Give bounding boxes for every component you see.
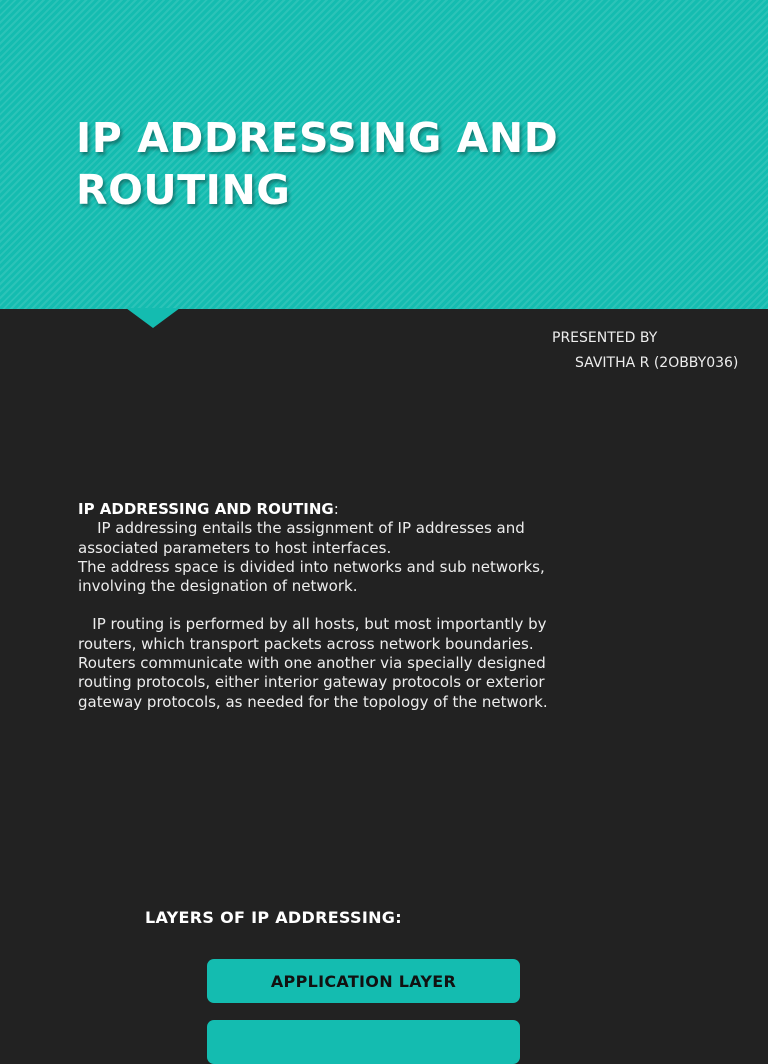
paragraph-2-line-4: routing protocols, either interior gateway protocols or exterior (78, 673, 545, 692)
paragraph-1-line-1: IP addressing entails the assignment of IP addresses and (78, 519, 525, 538)
layers-title: LAYERS OF IP ADDRESSING: (145, 908, 402, 927)
presenter-block (520, 326, 750, 376)
presenter-name: SAVITHA R (2OBBY036) (575, 355, 739, 371)
paragraph-1-line-2: associated parameters to host interfaces. (78, 538, 392, 557)
slide-title (76, 112, 676, 216)
paragraph-gap (78, 596, 598, 615)
paragraph-2-line-2: routers, which transport packets across network boundaries. (78, 634, 534, 653)
application-layer-box: APPLICATION LAYER (207, 959, 520, 1003)
content-body (78, 500, 598, 712)
content-heading-line (78, 500, 598, 519)
next-layer-box (207, 1020, 520, 1064)
presented-by-label: PRESENTED BY (552, 330, 658, 346)
paragraph-1-line-4: involving the designation of network. (78, 577, 358, 596)
content-heading: IP ADDRESSING AND ROUTING (78, 500, 334, 518)
slide-title-line-1: IP ADDRESSING AND (76, 114, 559, 162)
paragraph-1-line-3: The address space is divided into networks and sub networks, (78, 557, 545, 576)
banner-notch (126, 308, 180, 328)
paragraph-2-line-5: gateway protocols, as needed for the topology of the network. (78, 692, 548, 711)
paragraph-2-line-1: IP routing is performed by all hosts, but most importantly by (78, 615, 547, 634)
paragraph-2-line-3: Routers communicate with one another via specially designed (78, 654, 546, 673)
slide-title-line-2: ROUTING (76, 166, 291, 214)
content-heading-colon: : (333, 500, 339, 518)
